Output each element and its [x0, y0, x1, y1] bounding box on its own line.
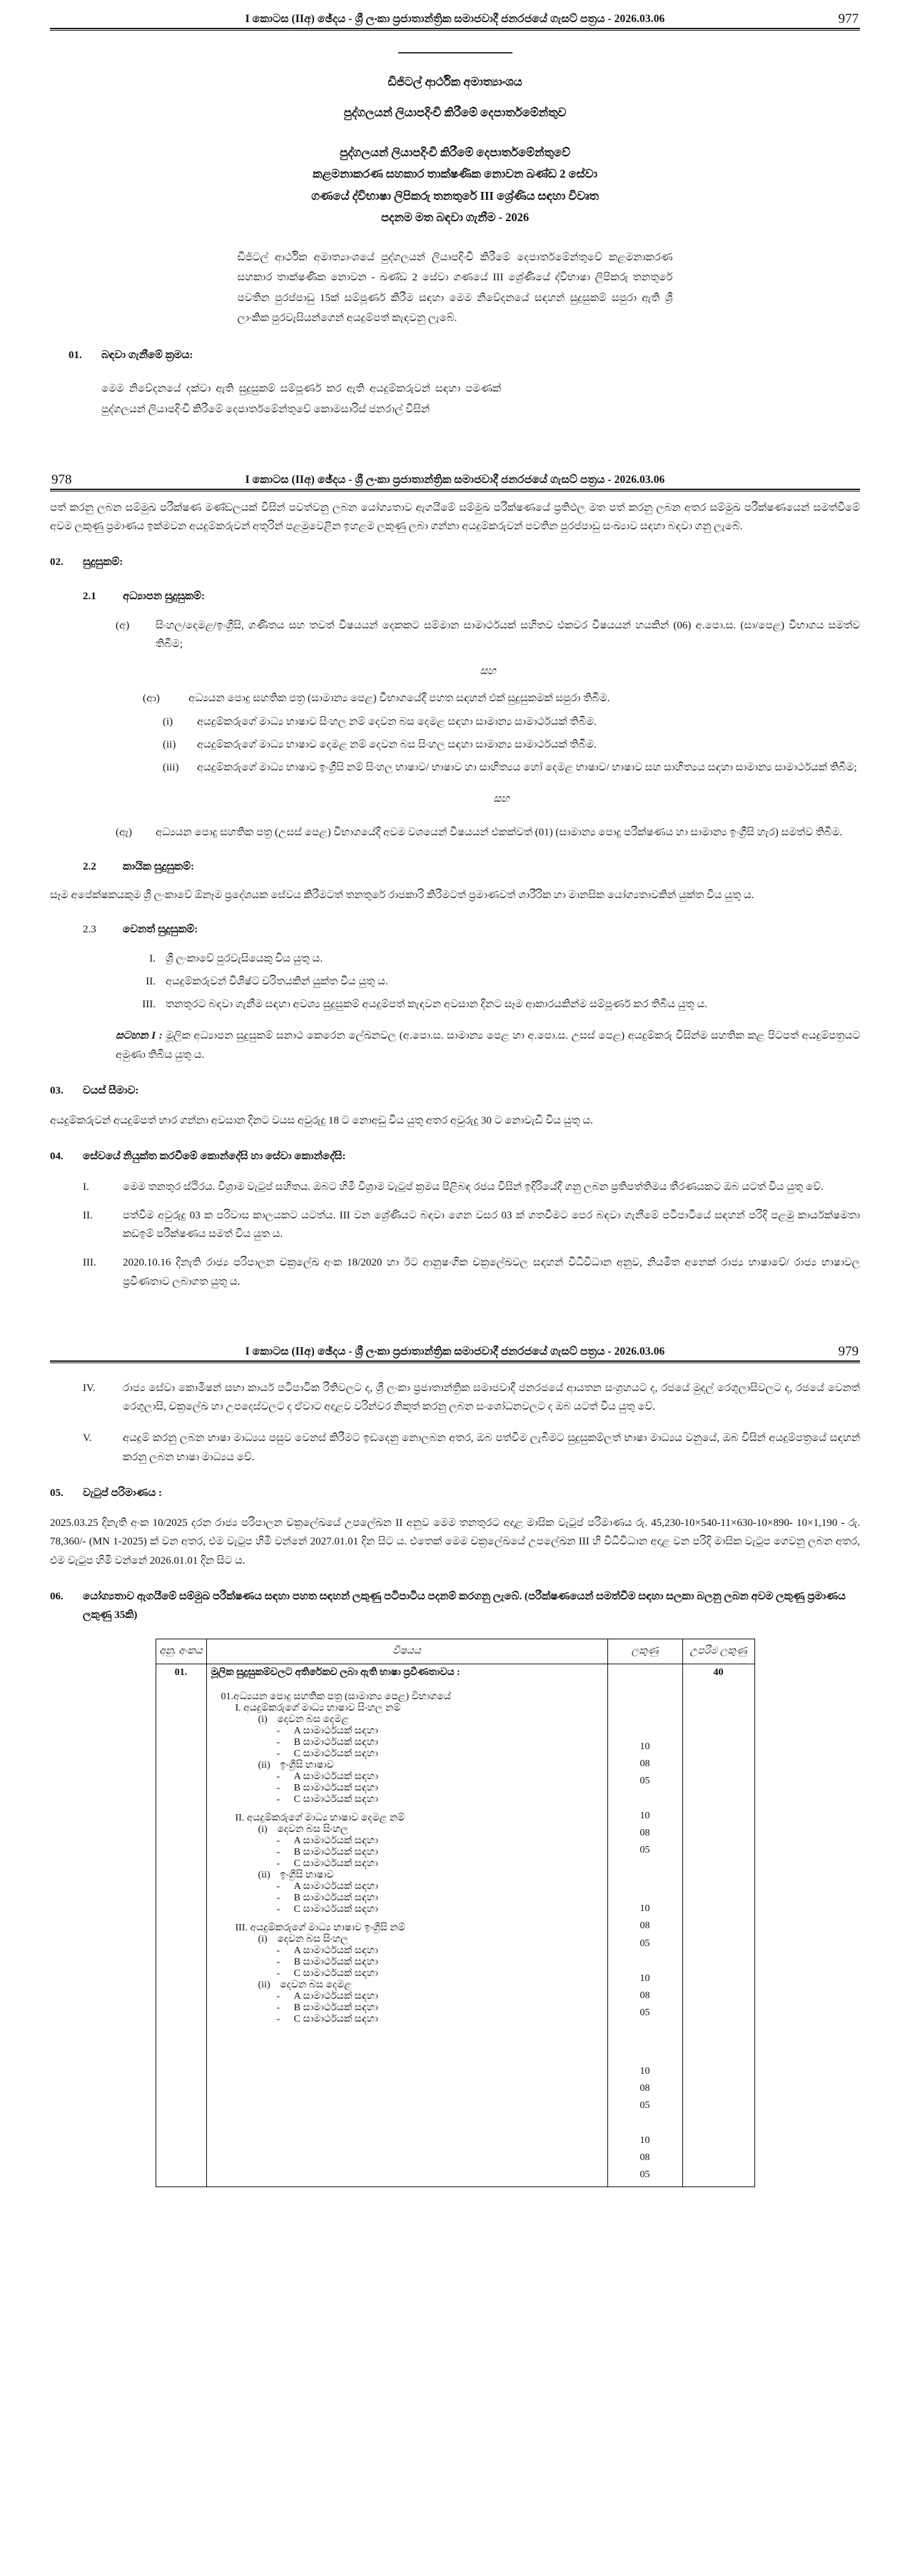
section-04-list-part-1 [83, 1178, 860, 1291]
notice-title [0, 142, 910, 229]
mark-value: 05 [639, 2007, 650, 2018]
dash-marker: - [276, 1771, 280, 1782]
block-2-sub-2-grade-3 [277, 1904, 603, 1915]
mark-value: 10 [639, 1903, 650, 1915]
qualification-item-b-iii-text: අයදුම්කරුගේ මාධ්‍ය භාෂාව ඉංග්‍රීසි නම් සිංහල භාෂාව/ භාෂාව හා සාහිත්‍යය හෝ දෙමළ භාෂාව/ භාෂාව සහ සාහිත්‍යය සඳහා සාමාන්‍ය සාමාර්ථයක් තිබීම; [197, 762, 857, 774]
section-05-heading-row [50, 1484, 860, 1502]
mark-value: 05 [639, 1938, 650, 1949]
grade-label: A සාමාර්ථයක් සඳහා [293, 1945, 378, 1956]
dash-marker: - [276, 2013, 280, 2025]
other-qual-2-text: අයදුම්කරුවන් විශිෂ්ට චරිතයකින් යුක්ත විය යුතු ය. [166, 975, 388, 987]
table-header-row [156, 1639, 754, 1664]
section-01-body-part-1: මෙම නිවේදනයේ දක්වා ඇති සුදුසුකම් සම්පූර්ණ කර ඇති අයදුම්කරුවන් සඳහා පමණක් පුද්ගලයන් ලියාපදිංචි කිරීමේ දෙපාර්තමේන්තුවේ කොමසාරිස් ජනරාල් විසින් [101, 383, 501, 416]
notice-title-line-1: පුද්ගලයන් ලියාපදිංචි කිරීමේ දෙපාර්තමේන්තුවේ [340, 145, 570, 159]
marks-scheme-table-wrapper [156, 1639, 755, 2187]
intro-paragraph: ඩිජිටල් ආර්ථික අමාත්‍යාංශයේ පුද්ගලයන් ලියාපදිංචි කිරීමේ දෙපාර්තමේන්තුවේ කළමනාකරණ සහකාර තාක්ෂණික නොවන - ඛණ්ඩ 2 සේවා ගණයේ III ශ්‍රේණියේ ද්විභාෂා ලිපිකරු තනතුරේ පවතින පුරප්පාඩු 15ක් සම්පූර්ණ කිරීම සඳහා මෙම නිවේදනයේ සඳහන් සුදුසුකම් සපුරා ඇති ශ්‍රී ලාංකික පුරවැසියන්ගෙන් අයදුම්පත් කැඳවනු ලැබේ. [237, 251, 673, 325]
mark-value: 05 [639, 2100, 650, 2111]
mark-value: 08 [639, 1828, 650, 1839]
gazette-header-text-979: I කොටස (IIඅ) ඡේදය - ශ්‍රී ලංකා ප්‍රජාතාන්ත්‍රික සමාජවාදී ජනරජයේ ගැසට් පත්‍රය - 2026.03.06 [245, 1345, 665, 1358]
page-977 [0, 13, 910, 461]
grade-label: C සාමාර්ථයක් සඳහා [293, 1858, 378, 1869]
conjunction-1: සහ [480, 666, 496, 678]
grade-label: B සාමාර්ථයක් සඳහා [293, 1736, 378, 1748]
grade-label: B සාමාර්ථයක් සඳහා [293, 1782, 378, 1793]
block-2-sub-1-row [258, 1824, 603, 1836]
qualification-item-b-ii-marker: (ii) [163, 738, 176, 750]
mark-value: 10 [639, 1972, 650, 1984]
service-condition-4-marker: IV. [83, 1382, 96, 1394]
block-1-sub-2-grade-3 [277, 1794, 603, 1806]
qualification-item-b-i-marker: (i) [163, 716, 173, 728]
block-2-label-row [236, 1813, 603, 1824]
qualification-item-c-text: අධ්‍යයන පොදු සහතික පත්‍ර (උසස් පෙළ) විභාගයේදී අවම වශයෙන් විෂයයන් එකක්වත් (01) (සාමාන්‍ය පොදු පරීක්ෂණය හා සාමාන්‍ය ඉංග්‍රීසි හැර) සමත්ව තිබීම. [156, 826, 843, 838]
section-01-body-part-2: පත් කරනු ලබන සම්මුඛ පරීක්ෂණ මණ්ඩලයක් විසින් පවත්වනු ලබන යෝග්‍යතාව ඇගයීමේ සම්මුඛ පරීක්ෂණයේ ප්‍රතිඵල මත පත් කරනු ලබන අතර සම්මුඛ පරීක්ෂණයෙන් සමත්වීමේ අවම ලකුණු ප්‍රමාණය ඉක්මවන අයදුම්කරුවන් අතුරින් පළමුවෙළින ඉහළම ලකුණු ලබා ගන්නා අයදුම්කරුවන් පවතින පුරප්පාඩු සංඛ්‍යාව සඳහා බඳවා ගනු ලැබේ. [50, 502, 860, 532]
section-2-2-number: 2.2 [83, 860, 96, 872]
list-item [83, 1206, 860, 1244]
running-head-978 [0, 474, 910, 487]
list-item [83, 1429, 860, 1467]
list-item [83, 1178, 860, 1196]
block-2-marker: II. [235, 1812, 245, 1823]
section-03-heading: වයස් සීමාව: [83, 1084, 139, 1096]
qualification-item-c [116, 823, 860, 842]
block-3-sub-1-row [258, 1934, 603, 1945]
qualification-item-b-text: අධ්‍යයන පොදු සහතික පත්‍ර (සාමාන්‍ය පෙළ) විභාගයේදී පහත සඳහන් එක් සුදුසුකමක් සපුරා තිබීම. [188, 693, 610, 705]
section-04-heading: සේවයේ නියුක්ත කරවීමේ කොන්දේසි හා සේවා කොන්දේසි: [83, 1151, 346, 1163]
grade-label: B සාමාර්ථයක් සඳහා [293, 1956, 378, 1967]
row-subject-cell [206, 1664, 607, 2186]
qualification-item-b-ii-text: අයදුම්කරුගේ මාධ්‍ය භාෂාව දෙමළ නම් දෙවන බස සිංහල සඳහා සාමාන්‍ය සාමාර්ථයක් තිබීම. [197, 738, 597, 750]
gazette-header-text: I කොටස (IIඅ) ඡේදය - ශ්‍රී ලංකා ප්‍රජාතාන්ත්‍රික සමාජවාදී ජනරජයේ ගැසට් පත්‍රය - 2026.03.06 [245, 13, 665, 25]
gazette-header-text-978: I කොටස (IIඅ) ඡේදය - ශ්‍රී ලංකා ප්‍රජාතාන්ත්‍රික සමාජවාදී ජනරජයේ ගැසට් පත්‍රය - 2026.03.06 [245, 473, 665, 486]
block-1-label: අයදුම්කරුගේ මාධ්‍ය භාෂාව සිංහල නම් [243, 1702, 401, 1714]
grade-label: A සාමාර්ථයක් සඳහා [293, 1990, 378, 2002]
block-2-sub-2-grade-2 [277, 1893, 603, 1904]
mark-value: 08 [639, 2082, 650, 2094]
service-condition-3-text: 2020.10.16 දිනැති රාජ්‍ය පරිපාලන චක්‍රලේඛ අංක 18/2020 හා ඊට ආනුෂංගික චක්‍රලේඛවල සඳහන් විධිවිධාන අනුව, නියමිත අනෙක් රාජ්‍ය භාෂාවේ/ රාජ්‍ය භාෂාවල ප්‍රවීණතාව ලබාගත යුතු ය. [123, 1257, 860, 1288]
other-qual-2-marker: II. [146, 975, 156, 987]
grade-label: A සාමාර්ථයක් සඳහා [293, 1835, 378, 1846]
grade-label: B සාමාර්ථයක් සඳහා [293, 1846, 378, 1858]
section-2-1-heading-row [83, 587, 860, 606]
mark-value: 08 [639, 2152, 650, 2164]
page-978-content [0, 492, 910, 1291]
dash-marker: - [276, 1748, 280, 1759]
page-number-979: 979 [838, 1343, 859, 1359]
block-2-sub-1-marker: (i) [258, 1823, 268, 1835]
dash-marker: - [276, 1945, 280, 1956]
mark-value: 05 [639, 1845, 650, 1856]
section-03-number: 03. [50, 1084, 64, 1096]
group-label: 01.අධ්‍යයන පොදු සහතික පත්‍ර (සාමාන්‍ය පෙළ) විභාගයේ [221, 1691, 451, 1702]
page-979 [0, 1345, 910, 2206]
list-item [116, 950, 860, 968]
qualification-item-b-iii-marker: (iii) [163, 762, 179, 774]
block-3-sub-1-grade-1 [277, 1945, 603, 1957]
dash-marker: - [276, 1725, 280, 1736]
conjunction-2: සහ [493, 793, 510, 805]
service-condition-1-marker: I. [83, 1181, 89, 1193]
notice-title-line-3: ගණයේ ද්විභාෂා ලිපිකරු තනතුරේ III ශ්‍රේණිය සඳහා විවෘත [311, 188, 599, 203]
ministry-name: ඩිජිටල් ආර්ථික අමාත්‍යාංශය [388, 75, 522, 88]
block-3-marker: III. [235, 1922, 248, 1933]
mark-value: 10 [639, 2135, 650, 2147]
section-2-3-heading: වෙනත් සුදුසුකම්: [123, 924, 198, 936]
block-3-label-row [236, 1923, 603, 1934]
list-item [83, 1253, 860, 1291]
section-04-list-part-2 [83, 1379, 860, 1467]
mark-value: 05 [639, 1776, 650, 1787]
block-1-sub-1-row [258, 1714, 603, 1726]
section-06-heading-row [50, 1587, 860, 1625]
page-978 [0, 474, 910, 1333]
grade-label: A සාමාර්ථයක් සඳහා [293, 1771, 378, 1782]
running-head-977 [0, 13, 910, 26]
block-2-sub-1-label: දෙවන බස සිංහල [277, 1823, 348, 1835]
block-3-sub-1-label: දෙවන බස සිංහල [277, 1933, 348, 1945]
section-2-3-list [116, 950, 860, 1014]
service-condition-2-text: පත්වීම අවුරුදු 03 ක පරිවාස කාලයකට යටත්ය. III වන ශ්‍රේණියට බඳවා ගෙන වසර 03 ක් ගතවීමට පෙර බඳවා ගැනීමේ පටිපාටියේ සඳහන් පරිදි පළමු කාර්යක්ෂමතා කඩඉම් පරීක්ෂණය සමත් විය යුත ය. [123, 1209, 860, 1241]
block-1-sub-2-row [258, 1760, 603, 1771]
dash-marker: - [276, 1736, 280, 1748]
list-item [116, 972, 860, 991]
grade-label: A සාමාර්ථයක් සඳහා [293, 1880, 378, 1892]
mark-value: 10 [639, 1811, 650, 1822]
service-condition-2-marker: II. [83, 1209, 93, 1221]
dash-marker: - [276, 1967, 280, 1979]
mark-value: 08 [639, 1920, 650, 1932]
other-qual-3-marker: III. [142, 999, 156, 1011]
col-header-max-marks: උපරිම ලකුණු [682, 1639, 754, 1664]
table-row [156, 1664, 754, 2186]
qualification-item-a-marker: (අ) [116, 619, 130, 631]
dash-marker: - [276, 1835, 280, 1846]
block-1-sub-1-marker: (i) [258, 1714, 268, 1725]
block-1-sub-1-grade-3 [277, 1748, 603, 1760]
qualification-item-b-i [163, 713, 860, 731]
section-06-heading: යෝග්‍යතාව ඇගයීමේ සම්මුඛ පරීක්ෂණය සඳහා පහත සඳහන් ලකුණු පටිපාටිය පදනම් කරගනු ලැබේ. (පරීක්ෂණයෙන් සමත්වීම සඳහා සලකා බලනු ලබන අවම ලකුණු ප්‍රමාණය ලකුණු 35කි) [83, 1590, 846, 1622]
section-2-2-heading-row [83, 857, 860, 876]
section-2-3-heading-row [83, 920, 860, 939]
service-condition-3-marker: III. [83, 1257, 96, 1269]
section-05-number: 05. [50, 1487, 64, 1499]
block-3-sub-1-grade-2 [277, 1957, 603, 1968]
grade-label: C සාමාර්ථයක් සඳහා [293, 1967, 378, 1979]
list-item [83, 1379, 860, 1417]
block-1-sub-2-grade-1 [277, 1771, 603, 1783]
grade-label: C සාමාර්ථයක් සඳහා [293, 1793, 378, 1805]
section-01 [0, 346, 910, 421]
row-subject-title: මූලික සුදුසුකම්වලට අතිරේකව ලබා ඇති භාෂා ප්‍රවීණතාවය : [211, 1666, 460, 1678]
qualification-item-b-ii [163, 735, 860, 754]
block-1-sub-1-grade-1 [277, 1726, 603, 1737]
mark-value: 10 [639, 2065, 650, 2077]
block-1-sub-2-marker: (ii) [258, 1759, 271, 1771]
block-1-sub-1-grade-2 [277, 1737, 603, 1748]
notice-title-line-2: කළමනාකරණ සහකාර තාක්ෂණික නොවන ඛණ්ඩ 2 සේවා [313, 167, 597, 181]
header-rule [50, 28, 860, 31]
dash-marker: - [276, 1956, 280, 1967]
dash-marker: - [276, 1782, 280, 1793]
page-number-977: 977 [838, 11, 859, 26]
qualification-item-b-iii [163, 758, 860, 777]
page-979-content [0, 1363, 910, 1625]
dash-marker: - [276, 1846, 280, 1858]
mark-value: 10 [639, 1741, 650, 1752]
qualification-item-b-marker: (ආ) [143, 693, 160, 705]
section-01-number: 01. [69, 349, 82, 361]
service-condition-5-marker: V. [83, 1432, 92, 1445]
block-1-sub-2-label: ඉංග්‍රීසි භාෂාව [280, 1759, 334, 1771]
grade-label: A සාමාර්ථයක් සඳහා [293, 1725, 378, 1736]
service-condition-5-text: අයදුම් කරනු ලබන භාෂා මාධ්‍යය පසුව වෙනස් කිරීමට ඉඩදෙනු නොලබන අතර, ඔබ පත්වීම ලැබීමට සුදුසුකම්ලත් භාෂා මාධ්‍යය වනුයේ, ඔබ විසින් අයදුම්පත්‍රයේ සඳහන් කරනු ලබන භාෂා මාධ්‍යය වේ. [123, 1432, 860, 1463]
mark-value: 05 [639, 2169, 650, 2181]
col-header-marks: ලකුණු [607, 1639, 682, 1664]
dash-marker: - [276, 1892, 280, 1903]
qualification-item-c-marker: (ඇ) [116, 826, 133, 838]
service-condition-4-text: රාජ්‍ය සේවා කොමිෂන් සභා කාර්ය පටිපාටික රීතිවලට ද, ශ්‍රී ලංකා ප්‍රජාතාන්ත්‍රික සමාජවාදී ජනරජයේ ආයතන සංග්‍රහයට ද, රජයේ මුදල් රෙගුලාසිවලට ද, රජයේ වෙනත් රෙගුලාසි, චක්‍රලේඛ හා උපදෙස්වලට ද ඒවාට අදාළව වරින්වර නිකුත් කරනු ලබන සංශෝධනවලට ද ඔබ යටත් විය යුතු වේ. [123, 1382, 860, 1413]
row-marks-cell [607, 1664, 682, 2186]
row-number: 01. [156, 1664, 206, 2186]
section-06-number: 06. [50, 1590, 64, 1602]
qualification-item-b [143, 689, 860, 808]
mark-value: 08 [639, 1990, 650, 2001]
block-2-sub-2-marker: (ii) [258, 1869, 271, 1880]
block-2-sub-2-label: ඉංග්‍රීසි භාෂාව [280, 1869, 334, 1880]
block-3-sub-2-grade-2 [277, 2002, 603, 2014]
section-04-number: 04. [50, 1151, 64, 1163]
section-05-heading: වැටුප් පරිමාණය : [83, 1487, 162, 1499]
note-1-label: සටහන I : [116, 1030, 163, 1042]
block-1-label-row [236, 1703, 603, 1714]
qualification-item-b-i-text: අයදුම්කරුගේ මාධ්‍ය භාෂාව සිංහල නම් දෙවන බස දෙමළ සඳහා සාමාන්‍ය සාමාර්ථයක් තිබීම. [197, 716, 597, 728]
running-head-979 [0, 1345, 910, 1358]
section-2-3-number: 2.3 [83, 924, 96, 936]
masthead-divider [398, 52, 512, 54]
marks-scheme-table [156, 1639, 755, 2187]
service-condition-1-text: මෙම තනතුර ස්ථිරය. විශ්‍රාම වැටුප් සහිතය. ඔබට හිමි විශ්‍රාම වැටුප් ක්‍රමය පිළිබඳ රජය විසින් ඉදිරියේදී ගනු ලබන ප්‍රතිපත්තිමය තීරණයකට ඔබ යටත් විය යුතු වේ. [123, 1181, 824, 1193]
block-3-sub-1-grade-3 [277, 1968, 603, 1980]
block-3-sub-2-grade-3 [277, 2014, 603, 2025]
grade-label: B සාමාර්ථයක් සඳහා [293, 1892, 378, 1903]
section-03-text: අයදුම්කරුවන් අයදුම්පත් භාර ගන්නා අවසාන දිනට වයස අවුරුදු 18 ට නොඅඩු විය යුතු අතර අවුරුදු 30 ට නොවැඩි විය යුතු ය. [50, 1115, 593, 1127]
other-qual-3-text: තනතුරට බඳවා ගැනීම සඳහා අවශ්‍ය සුදුසුකම් අයදුම්පත් කැඳවන අවසාන දිනට සෑම ආකාරයකින්ම සම්පූර්ණ කර තිබිය යුතු ය. [166, 999, 708, 1011]
mark-value: 08 [639, 1758, 650, 1769]
block-1-sub-1-label: දෙවන බස දෙමළ [277, 1714, 349, 1725]
section-01-heading: බඳවා ගැනීමේ ක්‍රමය: [101, 349, 193, 361]
section-02-heading-row [50, 553, 860, 571]
grade-label: C සාමාර්ථයක් සඳහා [293, 2013, 378, 2025]
qualification-item-a-text: සිංහල/දෙමළ/ඉංග්‍රීසි, ගණිතය සහ තවත් විෂයයන් දෙකකට සම්මාන සාමාර්ථයක් සහිතව එකවර විෂයයන් හයකින් (06) අ.පො.ස. (සා/පෙළ) විභාගය සමත්ව තිබීම; [156, 619, 860, 650]
list-item [116, 995, 860, 1014]
dash-marker: - [276, 2002, 280, 2013]
block-3-label: අයදුම්කරුගේ මාධ්‍ය භාෂාව ඉංග්‍රීසි නම් [250, 1922, 405, 1933]
block-2-sub-2-row [258, 1870, 603, 1881]
section-03-heading-row [50, 1081, 860, 1100]
block-2-sub-2-grade-1 [277, 1881, 603, 1893]
other-qual-1-marker: I. [149, 952, 156, 964]
notice-title-line-4: පදනම මත බඳවා ගැනීම - 2026 [380, 210, 530, 225]
other-qual-1-text: ශ්‍රී ලංකාවේ පුරවැසියෙකු විය යුතු ය. [166, 952, 323, 964]
row-max-marks: 40 [682, 1664, 754, 2186]
col-header-no: අනු. අංකය [156, 1639, 206, 1664]
grade-label: C සාමාර්ථයක් සඳහා [293, 1748, 378, 1759]
grade-label: C සාමාර්ථයක් සඳහා [293, 1903, 378, 1915]
department-name: පුද්ගලයන් ලියාපදිංචි කිරීමේ දෙපාර්තමේන්තුව [343, 105, 567, 119]
block-2-sub-1-grade-2 [277, 1847, 603, 1858]
block-1-sub-2-grade-2 [277, 1783, 603, 1794]
dash-marker: - [276, 1858, 280, 1869]
section-2-2-heading: කායික සුදුසුකම්: [123, 860, 195, 872]
block-3-sub-2-marker: (ii) [258, 1979, 271, 1990]
qualification-item-a [116, 616, 860, 681]
grade-label: B සාමාර්ථයක් සඳහා [293, 2002, 378, 2013]
section-02-number: 02. [50, 556, 64, 569]
block-2-sub-1-grade-1 [277, 1836, 603, 1847]
dash-marker: - [276, 1793, 280, 1805]
block-3-sub-2-grade-1 [277, 1991, 603, 2002]
block-1-marker: I. [235, 1702, 241, 1714]
section-02-heading: සුදුසුකම්: [83, 556, 123, 569]
block-3-sub-2-row [258, 1980, 603, 1991]
section-04-heading-row [50, 1147, 860, 1166]
section-2-1-number: 2.1 [83, 591, 96, 603]
block-3-sub-2-label: දෙවන බස දෙමළ [280, 1979, 352, 1990]
note-1 [116, 1027, 860, 1064]
dash-marker: - [276, 1880, 280, 1892]
col-header-subject: විෂයය [206, 1639, 607, 1664]
dash-marker: - [276, 1990, 280, 2002]
masthead [0, 72, 910, 229]
dash-marker: - [276, 1903, 280, 1915]
block-3-sub-1-marker: (i) [258, 1933, 268, 1945]
block-2-label: අයදුම්කරුගේ මාධ්‍ය භාෂාව දෙමළ නම් [246, 1812, 405, 1823]
section-2-1-heading: අධ්‍යාපන සුදුසුකම්: [123, 591, 206, 603]
section-2-2-text: සෑම අපේක්ෂකයකුම ශ්‍රී ලංකාවේ ඕනෑම ප්‍රදේශයක සේවය කිරීමටත් තනතුරේ රාජකාරි කිරීමටත් ප්‍රමාණවත් ශාරීරික හා මානසික යෝග්‍යතාවකින් යුක්ත විය යුතු ය. [50, 890, 754, 902]
note-1-text: මූලික අධ්‍යාපන සුදුසුකම් සනාථ කෙරෙන ලේඛනවල (අ.පො.ස. සාමාන්‍ය පෙළ හා අ.පො.ස. උසස් පෙළ) අයදුම්කරු විසින්ම සහතික කළ පිටපත් අයදුම්පත්‍රයට අමුණා තිබිය යුතු ය. [116, 1030, 861, 1061]
block-2-sub-1-grade-3 [277, 1858, 603, 1870]
page-number-978: 978 [51, 472, 72, 487]
section-05-text: 2025.03.25 දිනැති අංක 10/2025 දරන රාජ්‍ය පරිපාලන චක්‍රලේඛයේ උපලේඛන II අනුව මෙම තනතුරට අදාළ මාසික වැටුප් පරිමාණය රු. 45,230-10×540-11×630-10×890- 10×1,190 - රු. 78,360/- (MN 1-2025) ක් වන අතර, එම වැටුප හිමි වන්නේ 2027.01.01 දින සිට ය. එතෙක් මෙම චක්‍රලේඛයේ උපලේඛන III හි විධිවිධාන අදාළ වන පරිදි මාසික වැටුප ගෙවනු ලබන අතර, එම වැටුප හිමි වන්නේ 2026.01.01 දින සිට ය. [50, 1517, 860, 1567]
